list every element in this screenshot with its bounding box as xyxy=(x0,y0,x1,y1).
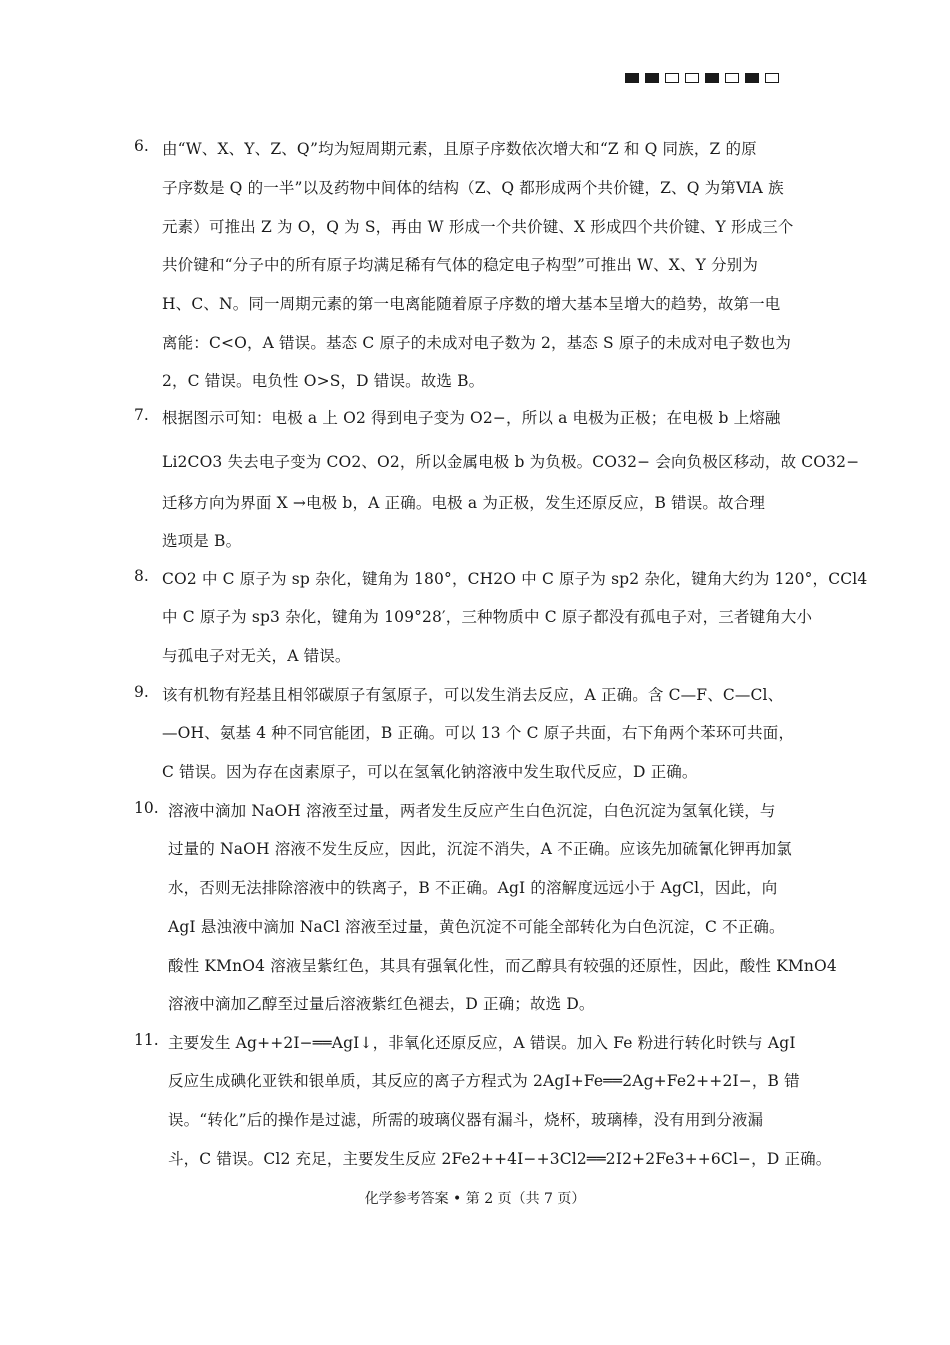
header-marks xyxy=(625,73,779,85)
text-line: 与孤电子对无关，A 错误。 xyxy=(162,647,351,665)
question-number: 8. xyxy=(134,567,149,585)
text-line: 元素）可推出 Z 为 O，Q 为 S，再由 W 形成一个共价键、X 形成四个共价键、Y 形成三个 xyxy=(162,218,794,236)
text-line: 水，否则无法排除溶液中的铁离子，B 不正确。AgI 的溶解度远远小于 AgCl，因此，向 xyxy=(168,879,778,897)
text-line: 溶液中滴加 NaOH 溶液至过量，两者发生反应产生白色沉淀，白色沉淀为氢氧化镁，与 xyxy=(168,802,776,820)
header-mark xyxy=(625,73,639,83)
text-line: H、C、N。同一周期元素的第一电离能随着原子序数的增大基本呈增大的趋势，故第一电 xyxy=(162,295,781,313)
text-line: 反应生成碘化亚铁和银单质，其反应的离子方程式为 2AgI+Fe══2Ag+Fe2++2I−，B 错 xyxy=(168,1072,800,1090)
text-line: 迁移方向为界面 X →电极 b，A 正确。电极 a 为正极，发生还原反应，B 错误。故合理 xyxy=(162,494,766,512)
question-number: 11. xyxy=(134,1031,159,1049)
text-line: 根据图示可知：电极 a 上 O2 得到电子变为 O2−，所以 a 电极为正极；在电极 b 上熔融 xyxy=(162,409,781,427)
header-mark xyxy=(765,73,779,83)
text-line: 过量的 NaOH 溶液不发生反应，因此，沉淀不消失，A 不正确。应该先加硫氰化钾再加氯 xyxy=(168,840,792,858)
text-line: 误。“转化”后的操作是过滤，所需的玻璃仪器有漏斗，烧杯，玻璃棒，没有用到分液漏 xyxy=(168,1111,764,1129)
text-line: 2，C 错误。电负性 O>S，D 错误。故选 B。 xyxy=(162,372,485,390)
text-line: C 错误。因为存在卤素原子，可以在氢氧化钠溶液中发生取代反应，D 正确。 xyxy=(162,763,698,781)
text-line: —OH、氨基 4 种不同官能团，B 正确。可以 13 个 C 原子共面，右下角两个苯环可共面， xyxy=(162,724,795,742)
header-mark xyxy=(665,73,679,83)
question-number: 7. xyxy=(134,406,149,424)
text-line: 斗，C 错误。Cl2 充足，主要发生反应 2Fe2++4I−+3Cl2══2I2+2Fe3++6Cl−，D 正确。 xyxy=(168,1150,832,1168)
header-mark xyxy=(685,73,699,83)
header-mark xyxy=(745,73,759,83)
text-line: 离能：C<O，A 错误。基态 C 原子的未成对电子数为 2，基态 S 原子的未成对电子数也为 xyxy=(162,334,792,352)
text-line: Li2CO3 失去电子变为 CO2、O2，所以金属电极 b 为负极。CO32− 会向负极区移动，故 CO32− xyxy=(162,453,860,471)
text-line: 由“W、X、Y、Z、Q”均为短周期元素，且原子序数依次增大和“Z 和 Q 同族，Z 的原 xyxy=(162,140,757,158)
text-line: 溶液中滴加乙醇至过量后溶液紫红色褪去，D 正确；故选 D。 xyxy=(168,995,595,1013)
header-mark xyxy=(725,73,739,83)
text-line: 主要发生 Ag++2I−══AgI↓，非氧化还原反应，A 错误。加入 Fe 粉进行转化时铁与 AgI xyxy=(168,1034,796,1052)
text-line: 中 C 原子为 sp3 杂化，键角为 109°28′，三种物质中 C 原子都没有孤电子对，三者键角大小 xyxy=(162,608,813,626)
question-number: 9. xyxy=(134,683,149,701)
header-mark xyxy=(705,73,719,83)
question-number: 10. xyxy=(134,799,159,817)
text-line: 共价键和“分子中的所有原子均满足稀有气体的稳定电子构型”可推出 W、X、Y 分别为 xyxy=(162,256,759,274)
text-line: 子序数是 Q 的一半”以及药物中间体的结构（Z、Q 都形成两个共价键，Z、Q 为第ⅥA 族 xyxy=(162,179,784,197)
text-line: 选项是 B。 xyxy=(162,532,242,550)
question-number: 6. xyxy=(134,137,149,155)
text-line: CO2 中 C 原子为 sp 杂化，键角为 180°，CH2O 中 C 原子为 sp2 杂化，键角大约为 120°，CCl4 xyxy=(162,570,868,588)
header-mark xyxy=(645,73,659,83)
page-footer: 化学参考答案 • 第 2 页（共 7 页） xyxy=(364,1191,586,1207)
text-line: 该有机物有羟基且相邻碳原子有氢原子，可以发生消去反应，A 正确。含 C—F、C—Cl、 xyxy=(162,686,784,704)
text-line: 酸性 KMnO4 溶液呈紫红色，其具有强氧化性，而乙醇具有较强的还原性，因此，酸性 KMnO4 xyxy=(168,957,837,975)
text-line: AgI 悬浊液中滴加 NaCl 溶液至过量，黄色沉淀不可能全部转化为白色沉淀，C 不正确。 xyxy=(168,918,785,936)
